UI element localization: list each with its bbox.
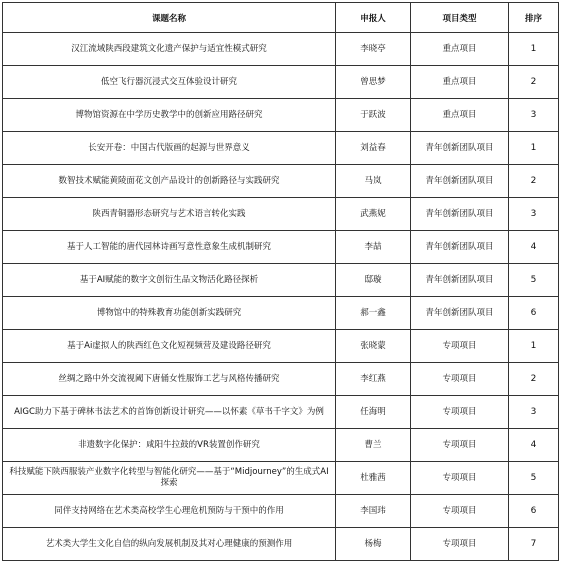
project-table: [2, 2, 559, 561]
cell-title: 汉江流域陕西段建筑文化遗产保护与适宜性模式研究: [3, 33, 336, 66]
table-row: [3, 231, 559, 264]
cell-title: 非遗数字化保护：咸阳牛拉鼓的VR装置创作研究: [3, 429, 336, 462]
table-row: [3, 462, 559, 495]
cell-type: 青年创新团队项目: [411, 264, 509, 297]
cell-rank: 3: [509, 396, 559, 429]
cell-applicant: 杨梅: [336, 528, 411, 561]
cell-title: 博物馆中的特殊教育功能创新实践研究: [3, 297, 336, 330]
cell-applicant: 武燕妮: [336, 198, 411, 231]
cell-type: 专项项目: [411, 528, 509, 561]
cell-title: 基于AI赋能的数字文创衍生品文物活化路径探析: [3, 264, 336, 297]
table-row: [3, 330, 559, 363]
table-row: [3, 396, 559, 429]
cell-applicant: 邸璇: [336, 264, 411, 297]
cell-title: 数智技术赋能黄陵面花文创产品设计的创新路径与实践研究: [3, 165, 336, 198]
cell-applicant: 曾思梦: [336, 66, 411, 99]
cell-applicant: 刘益春: [336, 132, 411, 165]
cell-applicant: 于跃波: [336, 99, 411, 132]
cell-rank: 2: [509, 165, 559, 198]
table-row: [3, 495, 559, 528]
cell-rank: 2: [509, 66, 559, 99]
cell-rank: 1: [509, 33, 559, 66]
cell-rank: 6: [509, 495, 559, 528]
cell-type: 青年创新团队项目: [411, 231, 509, 264]
cell-applicant: 任海明: [336, 396, 411, 429]
table-row: [3, 264, 559, 297]
cell-title: AIGC助力下基于碑林书法艺术的首饰创新设计研究——以怀素《草书千字文》为例: [3, 396, 336, 429]
cell-type: 专项项目: [411, 330, 509, 363]
cell-type: 专项项目: [411, 495, 509, 528]
cell-applicant: 曹兰: [336, 429, 411, 462]
cell-type: 专项项目: [411, 363, 509, 396]
cell-title: 丝绸之路中外交流视阈下唐俑女性服饰工艺与风格传播研究: [3, 363, 336, 396]
cell-applicant: 李喆: [336, 231, 411, 264]
table-row: [3, 429, 559, 462]
table-row: [3, 66, 559, 99]
cell-title: 基于Ai虚拟人的陕西红色文化短视频营及建设路径研究: [3, 330, 336, 363]
cell-type: 青年创新团队项目: [411, 198, 509, 231]
cell-applicant: 杜雅茜: [336, 462, 411, 495]
table-row: [3, 198, 559, 231]
table-row: [3, 363, 559, 396]
cell-title: 长安开卷：中国古代版画的起源与世界意义: [3, 132, 336, 165]
cell-title: 科技赋能下陕西服装产业数字化转型与智能化研究——基于“Midjourney”的生成式AI探索: [3, 462, 336, 495]
cell-applicant: 李晓亭: [336, 33, 411, 66]
cell-title: 低空飞行器沉浸式交互体验设计研究: [3, 66, 336, 99]
table-row: [3, 99, 559, 132]
cell-type: 重点项目: [411, 99, 509, 132]
table-row: [3, 528, 559, 561]
cell-type: 青年创新团队项目: [411, 165, 509, 198]
cell-rank: 1: [509, 132, 559, 165]
cell-rank: 3: [509, 99, 559, 132]
cell-type: 专项项目: [411, 429, 509, 462]
cell-rank: 5: [509, 264, 559, 297]
cell-rank: 5: [509, 462, 559, 495]
cell-applicant: 李红燕: [336, 363, 411, 396]
cell-rank: 2: [509, 363, 559, 396]
table-row: [3, 165, 559, 198]
cell-rank: 3: [509, 198, 559, 231]
cell-applicant: 郝一鑫: [336, 297, 411, 330]
header-applicant: 申报人: [336, 3, 411, 33]
cell-title: 博物馆资源在中学历史教学中的创新应用路径研究: [3, 99, 336, 132]
project-table-container: [2, 2, 558, 561]
cell-applicant: 李国玮: [336, 495, 411, 528]
cell-rank: 4: [509, 429, 559, 462]
cell-title: 艺术类大学生文化自信的纵向发展机制及其对心理健康的预测作用: [3, 528, 336, 561]
cell-type: 重点项目: [411, 66, 509, 99]
cell-type: 青年创新团队项目: [411, 132, 509, 165]
cell-rank: 4: [509, 231, 559, 264]
cell-rank: 1: [509, 330, 559, 363]
cell-rank: 7: [509, 528, 559, 561]
table-row: [3, 297, 559, 330]
cell-title: 陕西青铜器形态研究与艺术语言转化实践: [3, 198, 336, 231]
table-row: [3, 33, 559, 66]
cell-applicant: 张晓蒙: [336, 330, 411, 363]
cell-type: 重点项目: [411, 33, 509, 66]
cell-rank: 6: [509, 297, 559, 330]
cell-type: 青年创新团队项目: [411, 297, 509, 330]
cell-type: 专项项目: [411, 396, 509, 429]
table-row: [3, 132, 559, 165]
header-type: 项目类型: [411, 3, 509, 33]
cell-title: 同伴支持网络在艺术类高校学生心理危机预防与干预中的作用: [3, 495, 336, 528]
cell-applicant: 马岚: [336, 165, 411, 198]
cell-type: 专项项目: [411, 462, 509, 495]
table-header-row: [3, 3, 559, 33]
header-title: 课题名称: [3, 3, 336, 33]
header-rank: 排序: [509, 3, 559, 33]
cell-title: 基于人工智能的唐代园林诗画写意性意象生成机制研究: [3, 231, 336, 264]
